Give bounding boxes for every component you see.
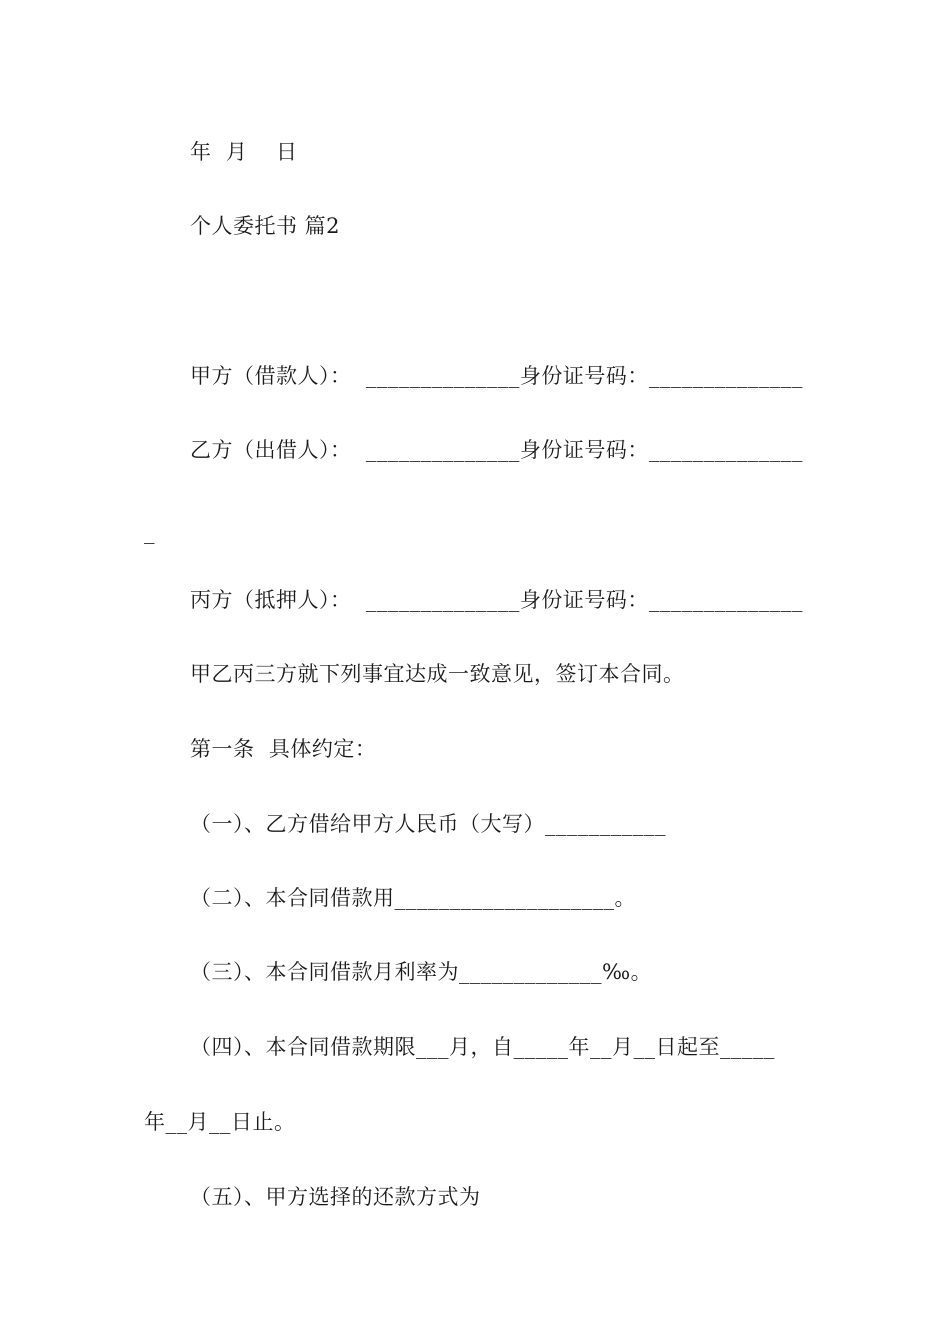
clause-5: （五）、甲方选择的还款方式为 — [190, 1185, 481, 1209]
party-c-line: 丙方（抵押人）： ______________身份证号码：______________ — [190, 588, 803, 612]
clause-3: （三）、本合同借款月利率为_____________‰。 — [190, 960, 653, 984]
article-one-heading: 第一条 具体约定： — [190, 737, 377, 761]
party-b-line: 乙方（出借人）： ______________身份证号码：______________ — [190, 438, 803, 462]
party-a-line: 甲方（借款人）： ______________身份证号码：______________ — [190, 364, 803, 388]
clause-4: （四）、本合同借款期限___月，自_____年__月__日起至_____ — [190, 1035, 775, 1059]
clause-4-wrap: 年__月__日止。 — [144, 1110, 296, 1134]
agreement-line: 甲乙丙三方就下列事宜达成一致意见，签订本合同。 — [190, 662, 685, 686]
date-line: 年 月 日 — [190, 140, 298, 164]
party-b-wrap: _ — [144, 520, 155, 544]
clause-1: （一）、乙方借给甲方人民币（大写）___________ — [190, 812, 666, 836]
clause-2: （二）、本合同借款用____________________。 — [190, 886, 636, 910]
section-heading: 个人委托书 篇2 — [190, 214, 341, 238]
